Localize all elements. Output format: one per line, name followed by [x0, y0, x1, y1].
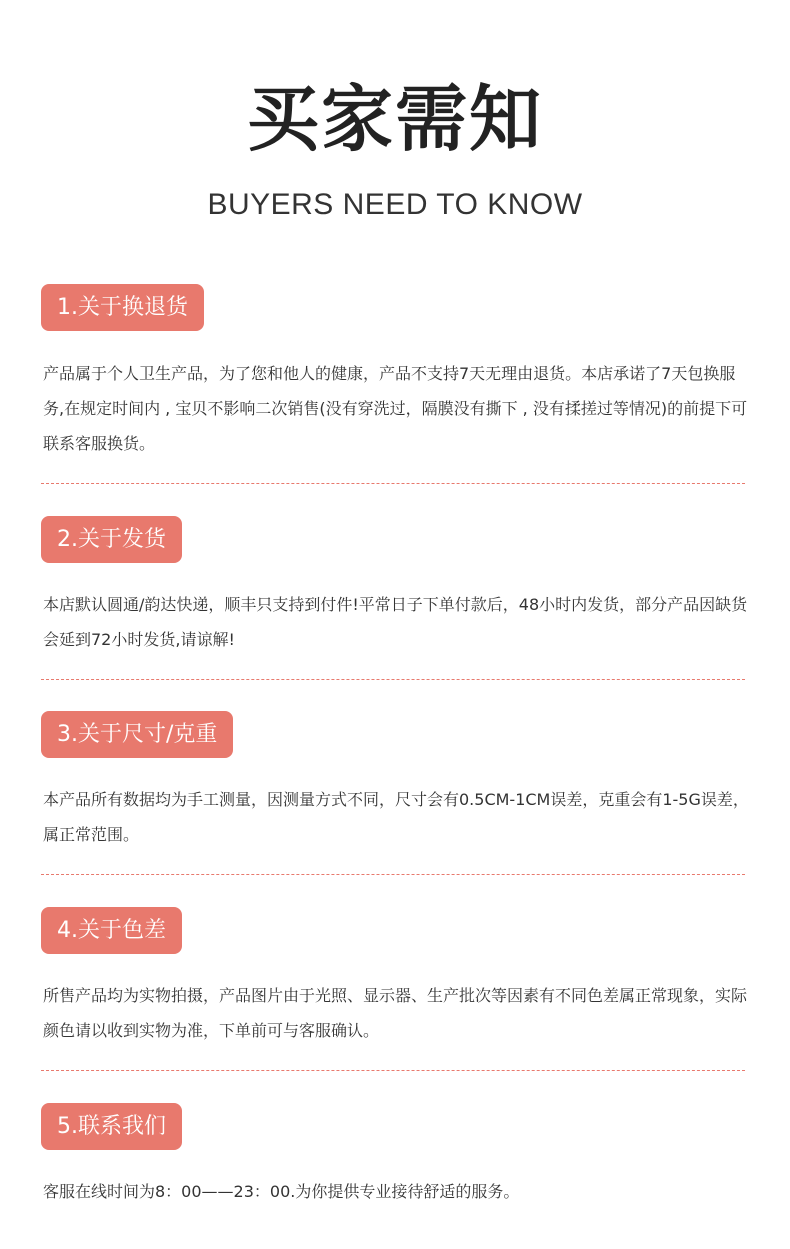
page-title: 买家需知	[246, 77, 543, 161]
section-body-color-difference: 所售产品均为实物拍摄，产品图片由于光照、显示器、生产批次等因素有不同色差属正常现象，实际颜色请以收到实物为准，下单前可与客服确认。	[43, 986, 748, 1040]
section-heading-shipping: 2.关于发货	[41, 516, 182, 563]
section-body-contact: 客服在线时间为8：00——23：00.为你提供专业接待舒适的服务。	[43, 1182, 520, 1201]
section-heading-color-difference: 4.关于色差	[41, 907, 182, 954]
section-heading-contact: 5.联系我们	[41, 1103, 182, 1150]
section-divider	[41, 679, 745, 680]
section-divider	[41, 1070, 745, 1071]
section-body-returns: 产品属于个人卫生产品，为了您和他人的健康，产品不支持7天无理由退货。本店承诺了7天包换服务,在规定时间内 , 宝贝不影响二次销售(没有穿洗过，隔膜没有撕下 , 没有揉搓过等情况)的前提下可联系客服换货。	[43, 364, 748, 453]
section-divider	[41, 483, 745, 484]
section-heading-returns: 1.关于换退货	[41, 284, 204, 331]
section-heading-size-weight: 3.关于尺寸/克重	[41, 711, 233, 758]
section-body-size-weight: 本产品所有数据均为手工测量，因测量方式不同，尺寸会有0.5CM-1CM误差，克重会有1-5G误差，属正常范围。	[43, 790, 749, 844]
section-body-shipping: 本店默认圆通/韵达快递，顺丰只支持到付件!平常日子下单付款后，48小时内发货，部分产品因缺货会延到72小时发货,请谅解!	[43, 595, 748, 649]
page-subtitle: BUYERS NEED TO KNOW	[207, 188, 583, 221]
section-divider	[41, 874, 745, 875]
